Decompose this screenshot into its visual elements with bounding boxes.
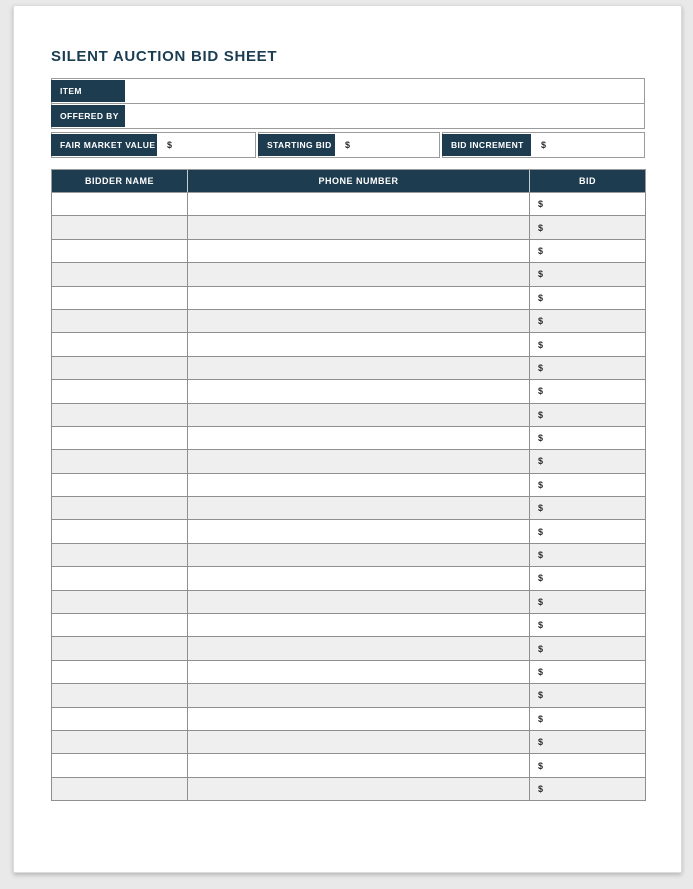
phone-number-cell[interactable]	[188, 754, 530, 777]
bidder-name-cell[interactable]	[52, 216, 188, 239]
phone-number-cell[interactable]	[188, 263, 530, 286]
table-row	[52, 497, 646, 520]
table-row	[52, 333, 646, 356]
bid-cell[interactable]: $	[530, 426, 646, 449]
bid-increment-label: BID INCREMENT	[442, 134, 531, 156]
table-row	[52, 567, 646, 590]
table-row	[52, 637, 646, 660]
bidder-name-cell[interactable]	[52, 263, 188, 286]
bidder-name-cell[interactable]	[52, 520, 188, 543]
offered-by-label: OFFERED BY	[51, 105, 125, 127]
bidder-name-cell[interactable]	[52, 309, 188, 332]
bidder-name-cell[interactable]	[52, 707, 188, 730]
phone-number-cell[interactable]	[188, 497, 530, 520]
phone-number-cell[interactable]	[188, 356, 530, 379]
phone-number-cell[interactable]	[188, 543, 530, 566]
bid-header: BID	[530, 170, 646, 193]
phone-number-cell[interactable]	[188, 193, 530, 216]
table-row	[52, 707, 646, 730]
bidder-name-cell[interactable]	[52, 567, 188, 590]
bid-table-header	[52, 170, 646, 193]
item-label: ITEM	[51, 80, 125, 102]
bid-cell[interactable]: $	[530, 754, 646, 777]
bidder-name-cell[interactable]	[52, 730, 188, 753]
bidder-name-cell[interactable]	[52, 356, 188, 379]
bid-cell[interactable]: $	[530, 637, 646, 660]
table-row	[52, 543, 646, 566]
table-row	[52, 614, 646, 637]
document-page	[13, 5, 682, 873]
bid-cell[interactable]: $	[530, 660, 646, 683]
bid-cell[interactable]: $	[530, 497, 646, 520]
table-row	[52, 660, 646, 683]
phone-number-cell[interactable]	[188, 614, 530, 637]
item-field-row	[51, 78, 645, 104]
table-row	[52, 239, 646, 262]
bidder-name-cell[interactable]	[52, 614, 188, 637]
bid-cell[interactable]: $	[530, 193, 646, 216]
table-row	[52, 590, 646, 613]
bid-increment-field[interactable]	[442, 132, 645, 158]
bid-cell[interactable]: $	[530, 590, 646, 613]
offered-by-field-row	[51, 103, 645, 129]
bidder-name-cell[interactable]	[52, 450, 188, 473]
fair-market-value-field[interactable]	[51, 132, 256, 158]
bid-cell[interactable]: $	[530, 543, 646, 566]
table-row	[52, 450, 646, 473]
phone-number-cell[interactable]	[188, 707, 530, 730]
bidder-name-cell[interactable]	[52, 403, 188, 426]
phone-number-cell[interactable]	[188, 637, 530, 660]
bid-increment-currency: $	[541, 140, 547, 150]
bidder-name-cell[interactable]	[52, 380, 188, 403]
phone-number-cell[interactable]	[188, 730, 530, 753]
phone-number-cell[interactable]	[188, 520, 530, 543]
bidder-name-cell[interactable]	[52, 754, 188, 777]
phone-number-cell[interactable]	[188, 309, 530, 332]
table-row	[52, 193, 646, 216]
table-row	[52, 520, 646, 543]
bid-cell[interactable]: $	[530, 520, 646, 543]
phone-number-cell[interactable]	[188, 567, 530, 590]
bid-cell[interactable]: $	[530, 473, 646, 496]
table-row	[52, 426, 646, 449]
bid-table	[51, 169, 646, 801]
bidder-name-cell[interactable]	[52, 777, 188, 800]
phone-number-cell[interactable]	[188, 684, 530, 707]
bid-table-body	[52, 193, 646, 801]
table-row	[52, 403, 646, 426]
bidder-name-cell[interactable]	[52, 193, 188, 216]
bid-cell[interactable]: $	[530, 309, 646, 332]
phone-number-cell[interactable]	[188, 403, 530, 426]
phone-number-cell[interactable]	[188, 380, 530, 403]
starting-bid-field[interactable]	[258, 132, 440, 158]
bidder-name-cell[interactable]	[52, 590, 188, 613]
phone-number-cell[interactable]	[188, 660, 530, 683]
table-row	[52, 754, 646, 777]
phone-number-cell[interactable]	[188, 777, 530, 800]
bidder-name-cell[interactable]	[52, 286, 188, 309]
phone-number-cell[interactable]	[188, 426, 530, 449]
bid-cell[interactable]: $	[530, 356, 646, 379]
bid-cell[interactable]: $	[530, 380, 646, 403]
bid-cell[interactable]: $	[530, 239, 646, 262]
phone-number-cell[interactable]	[188, 286, 530, 309]
bid-cell[interactable]: $	[530, 216, 646, 239]
bid-cell[interactable]: $	[530, 684, 646, 707]
phone-number-cell[interactable]	[188, 450, 530, 473]
offered-by-input[interactable]	[126, 104, 644, 128]
phone-number-cell[interactable]	[188, 333, 530, 356]
table-row	[52, 684, 646, 707]
table-row	[52, 356, 646, 379]
bidder-name-cell[interactable]	[52, 543, 188, 566]
item-input[interactable]	[126, 79, 644, 103]
bidder-name-cell[interactable]	[52, 637, 188, 660]
bid-cell[interactable]: $	[530, 707, 646, 730]
table-row	[52, 380, 646, 403]
money-field-row	[51, 132, 645, 158]
page-title: SILENT AUCTION BID SHEET	[51, 48, 278, 65]
table-row	[52, 309, 646, 332]
bidder-name-cell[interactable]	[52, 497, 188, 520]
phone-number-cell[interactable]	[188, 473, 530, 496]
table-row	[52, 286, 646, 309]
table-row	[52, 473, 646, 496]
bid-cell[interactable]: $	[530, 730, 646, 753]
bid-cell[interactable]: $	[530, 403, 646, 426]
bidder-name-header: BIDDER NAME	[52, 170, 188, 193]
bidder-name-cell[interactable]	[52, 333, 188, 356]
table-row	[52, 730, 646, 753]
header-row	[52, 170, 646, 193]
table-row	[52, 216, 646, 239]
table-row	[52, 777, 646, 800]
bid-cell[interactable]: $	[530, 450, 646, 473]
bid-cell[interactable]: $	[530, 777, 646, 800]
phone-number-header: PHONE NUMBER	[188, 170, 530, 193]
table-row	[52, 263, 646, 286]
starting-bid-label: STARTING BID	[258, 134, 335, 156]
bidder-name-cell[interactable]	[52, 684, 188, 707]
bidder-name-cell[interactable]	[52, 239, 188, 262]
fair-market-value-label: FAIR MARKET VALUE	[51, 134, 157, 156]
phone-number-cell[interactable]	[188, 590, 530, 613]
phone-number-cell[interactable]	[188, 239, 530, 262]
bidder-name-cell[interactable]	[52, 473, 188, 496]
bidder-name-cell[interactable]	[52, 660, 188, 683]
bidder-name-cell[interactable]	[52, 426, 188, 449]
bid-cell[interactable]: $	[530, 333, 646, 356]
bid-cell[interactable]: $	[530, 263, 646, 286]
fair-market-value-currency: $	[167, 140, 173, 150]
bid-cell[interactable]: $	[530, 614, 646, 637]
bid-cell[interactable]: $	[530, 286, 646, 309]
bid-cell[interactable]: $	[530, 567, 646, 590]
starting-bid-currency: $	[345, 140, 351, 150]
phone-number-cell[interactable]	[188, 216, 530, 239]
